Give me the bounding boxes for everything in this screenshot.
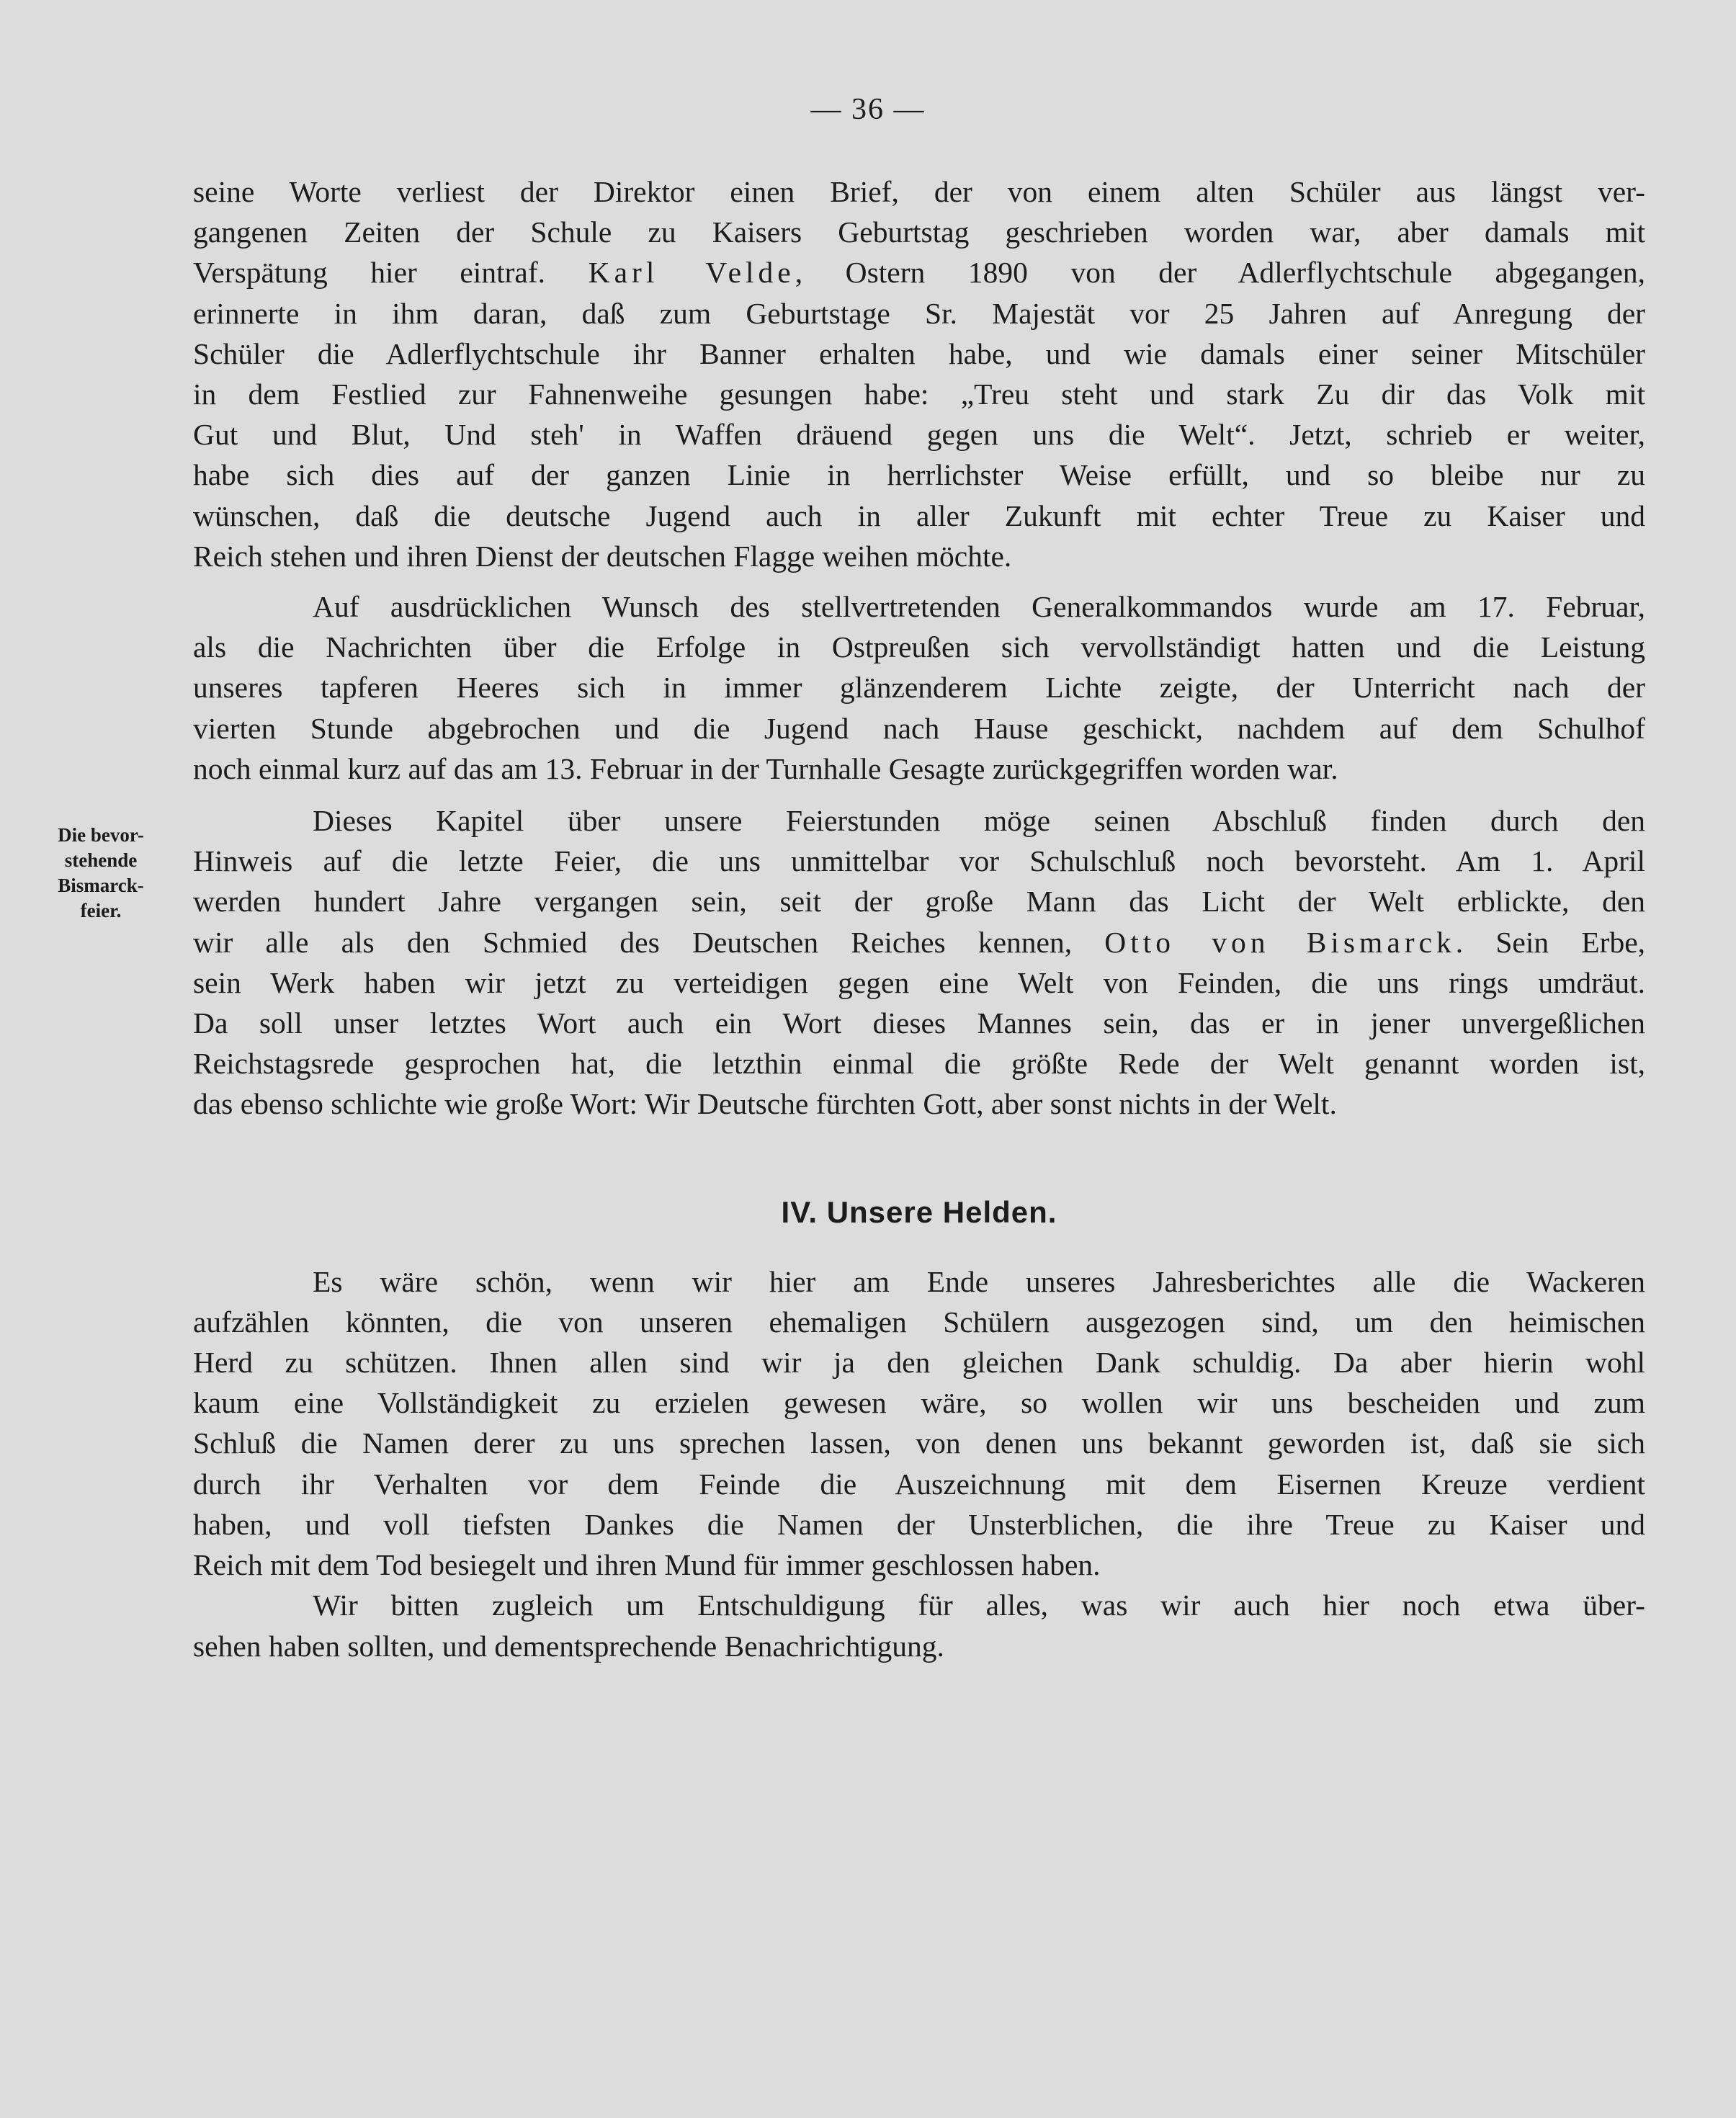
text-line: Es wäre schön, wenn wir hier am Ende unseres Jahresberichtes alle die Wackeren <box>313 1264 1645 1298</box>
paragraph-letter <box>193 171 1645 576</box>
text-line: werden hundert Jahre vergangen sein, seit der große Mann das Licht der Welt erblickte, den <box>193 885 1645 919</box>
text-line: sehen haben sollten, und dementsprechende Benachrichtigung. <box>193 1629 944 1663</box>
text-segment: wir alle als den Schmied des Deutschen Reiches kennen, <box>193 925 1073 959</box>
text-line: Schluß die Namen derer zu uns sprechen lassen, von denen uns bekannt geworden ist, daß sie sich <box>193 1426 1645 1460</box>
text-line: Gut und Blut, Und steh' in Waffen dräuend gegen uns die Welt“. Jetzt, schrieb er weiter, <box>193 418 1645 452</box>
margin-note <box>29 823 173 924</box>
text-segment: . Sein Erbe, <box>1455 925 1646 959</box>
text-line <box>193 922 1645 962</box>
text-line: seine Worte verliest der Direktor einen Brief, der von einem alten Schüler aus längst ver- <box>193 175 1645 208</box>
text-line: vierten Stunde abgebrochen und die Jugend nach Hause geschickt, nachdem auf dem Schulhof <box>193 711 1645 745</box>
text-line: in dem Festlied zur Fahnenweihe gesungen habe: „Treu steht und stark Zu dir das Volk mit <box>193 377 1645 411</box>
paragraph-bismarck <box>193 800 1645 1125</box>
text-segment: , Ostern 1890 von der Adlerflychtschule abgegangen, <box>795 256 1645 290</box>
text-line: kaum eine Vollständigkeit zu erzielen gewesen wäre, so wollen wir uns bescheiden und zum <box>193 1386 1645 1420</box>
text-line: Reich mit dem Tod besiegelt und ihren Mund für immer geschlossen haben. <box>193 1548 1101 1582</box>
text-line: sein Werk haben wir jetzt zu verteidigen gegen eine Welt von Feinden, die uns rings umdräut. <box>193 965 1645 999</box>
text-line: Wir bitten zugleich um Entschuldigung für alles, was wir auch hier noch etwa über- <box>313 1588 1645 1622</box>
margin-note-line: Bismarck- <box>58 875 144 896</box>
text-line: Reichstagsrede gesprochen hat, die letzthin einmal die größte Rede der Welt genannt worden ist, <box>193 1047 1645 1081</box>
text-line: gangenen Zeiten der Schule zu Kaisers Geburtstag geschrieben worden war, aber damals mit <box>193 215 1645 249</box>
text-line: Herd zu schützen. Ihnen allen sind wir ja den gleichen Dank schuldig. Da aber hierin wohl <box>193 1346 1645 1380</box>
text-line: aufzählen könnten, die von unseren ehemaligen Schülern ausgezogen sind, um den heimischen <box>193 1305 1645 1339</box>
margin-note-line: stehende <box>64 849 138 871</box>
page-number: — 36 — <box>810 93 926 126</box>
text-line: als die Nachrichten über die Erfolge in Ostpreußen sich vervollständigt hatten und die Leistung <box>193 630 1645 664</box>
text-line: Da soll unser letztes Wort auch ein Wort dieses Mannes sein, das er in jener unvergeßlichen <box>193 1006 1645 1040</box>
paragraph-generalkommando <box>193 586 1645 789</box>
margin-note-line: feier. <box>80 900 122 921</box>
main-text <box>193 171 1645 1666</box>
paragraph-heroes <box>193 1261 1645 1586</box>
text-line: Schüler die Adlerflychtschule ihr Banner erhalten habe, und wie damals einer seiner Mitschüler <box>193 336 1645 370</box>
text-line <box>193 252 1645 292</box>
person-name-velde: Karl Velde <box>588 256 795 290</box>
text-line: wünschen, daß die deutsche Jugend auch in aller Zukunft mit echter Treue zu Kaiser und <box>193 499 1645 532</box>
text-line: Hinweis auf die letzte Feier, die uns unmittelbar vor Schulschluß noch bevorsteht. Am 1. April <box>193 844 1645 878</box>
margin-note-line: Die bevor- <box>58 824 144 846</box>
text-line: durch ihr Verhalten vor dem Feinde die Auszeichnung mit dem Eisernen Kreuze verdient <box>193 1467 1645 1501</box>
text-line: haben, und voll tiefsten Dankes die Namen der Unsterblichen, die ihre Treue zu Kaiser und <box>193 1507 1645 1541</box>
text-line: Reich stehen und ihren Dienst der deutschen Flagge weihen möchte. <box>193 539 1012 573</box>
text-segment: Verspätung hier eintraf. <box>193 256 546 290</box>
text-line: unseres tapferen Heeres sich in immer glänzenderem Lichte zeigte, der Unterricht nach der <box>193 671 1645 705</box>
text-line: noch einmal kurz auf das am 13. Februar in der Turnhalle Gesagte zurückgegriffen worden war. <box>193 751 1338 785</box>
paragraph-apology <box>193 1585 1645 1666</box>
text-line: Auf ausdrücklichen Wunsch des stellvertretenden Generalkommandos wurde am 17. Februar, <box>313 590 1645 624</box>
text-line: erinnerte in ihm daran, daß zum Geburtstage Sr. Majestät vor 25 Jahren auf Anregung der <box>193 296 1645 330</box>
text-line: Dieses Kapitel über unsere Feierstunden möge seinen Abschluß finden durch den <box>313 804 1645 838</box>
text-line: das ebenso schlichte wie große Wort: Wir Deutsche fürchten Gott, aber sonst nichts in der Welt. <box>193 1087 1337 1121</box>
text-line: habe sich dies auf der ganzen Linie in herrlichster Weise erfüllt, und so bleibe nur zu <box>193 458 1645 492</box>
section-heading: IV. Unsere Helden. <box>781 1194 1057 1229</box>
person-name-bismarck: Otto von Bismarck <box>1104 925 1456 959</box>
